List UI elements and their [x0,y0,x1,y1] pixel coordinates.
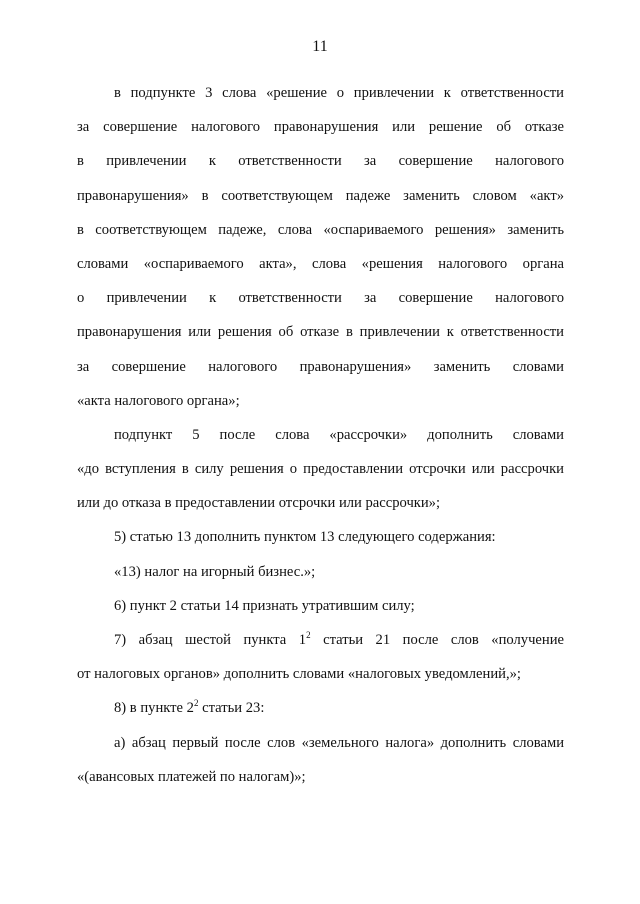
text-line: словами «оспариваемого акта», слова «решения налогового органа [77,255,564,272]
text-line [77,623,564,657]
text-segment: 7) абзац шестой пункта 1 [114,632,307,648]
superscript: 2 [193,698,199,709]
paragraph-2 [77,418,564,521]
text-segment: 8) в пункте 2 [114,700,194,717]
text-line: «акта налогового органа»; [77,392,240,409]
paragraph-5 [77,589,564,623]
page-number: 11 [312,38,328,55]
text-line: правонарушения» в соответствующем падеже заменить словом «акт» [77,187,564,204]
text-line: «13) налог на игорный бизнес.»; [114,563,316,580]
text-line: правонарушения или решения об отказе в привлечении к ответственности [77,324,564,341]
text-line: от налоговых органов» дополнить словами «налоговых уведомлений,»; [77,666,521,683]
paragraph-6 [77,623,564,691]
text-segment: статьи 21 после слов «получение [310,632,564,648]
paragraph-7 [77,691,564,725]
text-line: «до вступления в силу решения о предоставлении отсрочки или рассрочки [77,461,564,478]
paragraph-8 [77,726,564,794]
text-line: о привлечении к ответственности за совершение налогового [77,290,564,307]
superscript: 2 [306,630,311,640]
text-line: а) абзац первый после слов «земельного налога» дополнить словами [114,734,564,751]
paragraph-3 [77,520,564,554]
text-line: в подпункте 3 слова «решение о привлечении к ответственности [114,85,564,101]
text-line: за совершение налогового правонарушения» заменить словами [77,358,564,375]
text-line: подпункт 5 после слова «рассрочки» дополнить словами [114,426,564,443]
document-body [77,76,564,794]
text-line: или до отказа в предоставлении отсрочки или рассрочки»; [77,495,441,512]
text-line: 6) пункт 2 статьи 14 признать утратившим силу; [114,597,415,614]
paragraph-1 [77,76,564,418]
text-line: 5) статью 13 дополнить пунктом 13 следующего содержания: [114,529,496,546]
paragraph-4 [77,555,564,589]
text-line [77,691,564,725]
text-line: «(авансовых платежей по налогам)»; [77,768,306,785]
text-line: за совершение налогового правонарушения или решение об отказе [77,119,564,136]
text-segment: статьи 23: [198,700,265,717]
text-line: в привлечении к ответственности за совершение налогового [77,153,564,170]
text-line: в соответствующем падеже, слова «оспариваемого решения» заменить [77,221,564,238]
